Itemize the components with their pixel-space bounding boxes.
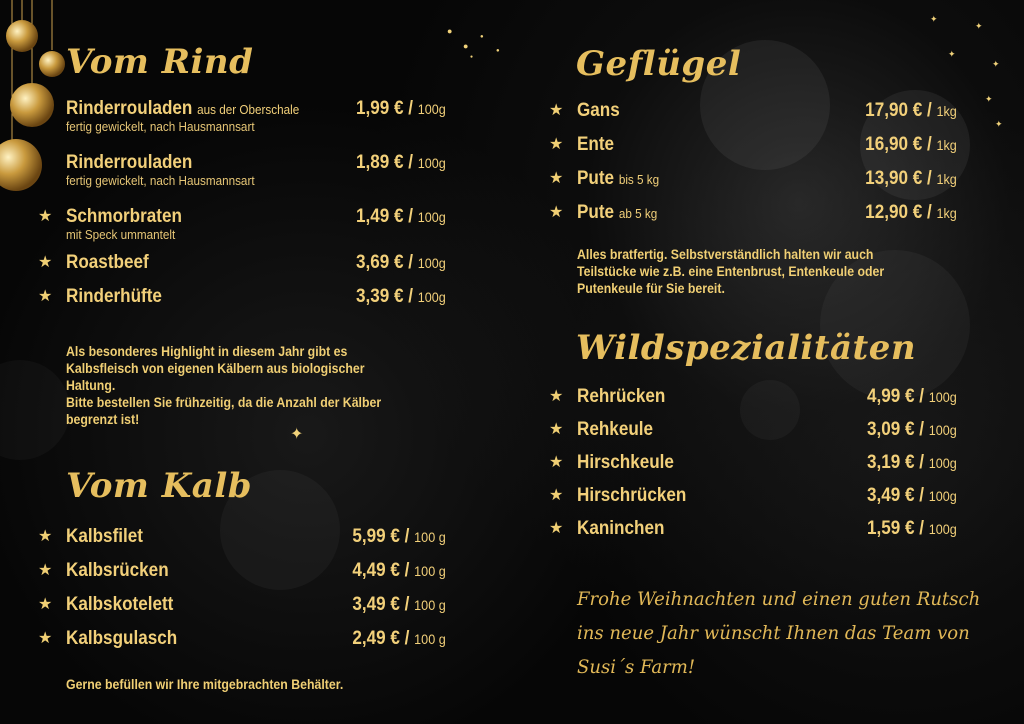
section-title-rind: Vom Rind [66, 42, 254, 82]
item-name: Rinderrouladen [66, 152, 193, 173]
item-description: fertig gewickelt, nach Hausmannsart [66, 119, 255, 134]
item-name: Kalbsgulasch [66, 628, 178, 649]
item-name: Schmorbraten [66, 206, 182, 227]
star-icon: ★ [38, 630, 53, 647]
sparkle-icon: ✦ [930, 14, 938, 24]
sparkle-icon: ✦ [948, 49, 956, 59]
item-price: 3,49 € / 100 g [352, 594, 446, 615]
item-price: 1,99 € / 100g [356, 98, 446, 119]
kalb-note: Gerne befüllen wir Ihre mitgebrachten Behälter. [66, 676, 344, 692]
list-item [549, 386, 957, 419]
item-name: Kaninchen [577, 518, 665, 539]
star-icon: ★ [549, 388, 564, 405]
item-price: 13,90 € / 1kg [865, 168, 957, 189]
list-item [38, 286, 446, 320]
list-item [549, 485, 957, 518]
item-price: 17,90 € / 1kg [865, 100, 957, 121]
star-icon: ★ [549, 204, 564, 221]
item-price: 12,90 € / 1kg [865, 202, 957, 223]
item-name: Rehrücken [577, 386, 666, 407]
item-price: 3,49 € / 100g [867, 485, 957, 506]
list-item [38, 560, 446, 594]
item-price: 3,69 € / 100g [356, 252, 446, 273]
item-name: Kalbskotelett [66, 594, 174, 615]
sparkle-icon: ● [470, 54, 474, 60]
list-item [66, 152, 446, 206]
list-item [549, 419, 957, 452]
item-description: mit Speck ummantelt [66, 227, 176, 242]
list-item [38, 628, 446, 662]
wild-list [549, 386, 957, 551]
gefluegel-note: Alles bratfertig. Selbstverständlich halten wir auch Teilstücke wie z.B. eine Entenbrust, Entenkeule oder Putenkeule für Sie bereit. [577, 246, 885, 296]
item-price: 16,90 € / 1kg [865, 134, 957, 155]
item-name: Rehkeule [577, 419, 654, 440]
star-icon: ★ [549, 421, 564, 438]
item-name: Ente [577, 134, 615, 155]
item-price: 1,89 € / 100g [356, 152, 446, 173]
item-name: Pute [577, 202, 615, 223]
item-name: Rinderrouladen [66, 98, 193, 119]
item-name: Hirschkeule [577, 452, 674, 473]
kalb-list [38, 526, 446, 662]
item-price: 3,39 € / 100g [356, 286, 446, 307]
list-item [549, 202, 957, 236]
star-icon: ★ [38, 208, 53, 225]
item-name: Pute [577, 168, 615, 189]
item-price: 2,49 € / 100 g [352, 628, 446, 649]
list-item [549, 134, 957, 168]
section-title-kalb: Vom Kalb [66, 466, 253, 506]
sparkle-icon: ✦ [995, 119, 1003, 129]
item-price: 1,59 € / 100g [867, 518, 957, 539]
item-name: Kalbsfilet [66, 526, 143, 547]
item-price: 4,99 € / 100g [867, 386, 957, 407]
section-title-wild: Wildspezialitäten [576, 328, 917, 368]
star-icon: ★ [38, 254, 53, 271]
list-item [549, 100, 957, 134]
star-icon: ★ [549, 454, 564, 471]
star-icon: ★ [38, 528, 53, 545]
list-item [38, 206, 446, 252]
item-suffix: bis 5 kg [618, 172, 660, 187]
item-name: Gans [577, 100, 620, 121]
item-description: fertig gewickelt, nach Hausmannsart [66, 173, 255, 188]
item-price: 4,49 € / 100 g [352, 560, 446, 581]
list-item [549, 518, 957, 551]
sparkle-icon: ✦ [290, 426, 304, 443]
star-icon: ★ [38, 596, 53, 613]
item-name: Hirschrücken [577, 485, 687, 506]
list-item [549, 452, 957, 485]
sparkle-icon: ● [496, 48, 500, 54]
list-item [38, 252, 446, 286]
star-icon: ★ [38, 562, 53, 579]
item-price: 5,99 € / 100 g [352, 526, 446, 547]
sparkle-icon: ● [447, 26, 453, 36]
sparkle-icon: ● [480, 34, 484, 40]
star-icon: ★ [549, 102, 564, 119]
item-name: Kalbsrücken [66, 560, 169, 581]
item-suffix: aus der Oberschale [197, 102, 300, 117]
star-icon: ★ [38, 288, 53, 305]
christmas-bauble-icon [0, 0, 70, 200]
sparkle-icon: ● [463, 41, 469, 51]
rind-list [38, 98, 446, 320]
item-name: Rinderhüfte [66, 286, 162, 307]
sparkle-icon: ✦ [975, 21, 983, 31]
list-item [38, 594, 446, 628]
list-item [38, 526, 446, 560]
item-name: Roastbeef [66, 252, 149, 273]
rind-note: Als besonderes Highlight in diesem Jahr gibt es Kalbsfleisch von eigenen Kälbern aus biologischer Haltung. Bitte bestellen Sie frühzeitig, da die Anzahl der Kälber begrenzt ist! [66, 343, 382, 427]
item-suffix: ab 5 kg [618, 206, 658, 221]
list-item [549, 168, 957, 202]
gefluegel-list [549, 100, 957, 236]
star-icon: ★ [549, 136, 564, 153]
item-price: 1,49 € / 100g [356, 206, 446, 227]
item-price: 3,09 € / 100g [867, 419, 957, 440]
star-icon: ★ [549, 170, 564, 187]
section-title-gefluegel: Geflügel [576, 44, 742, 84]
sparkle-icon: ✦ [992, 59, 1000, 69]
star-icon: ★ [549, 520, 564, 537]
item-price: 3,19 € / 100g [867, 452, 957, 473]
list-item [66, 98, 446, 152]
star-icon: ★ [549, 487, 564, 504]
greeting-text: Frohe Weihnachten und einen guten Rutsch ins neue Jahr wünscht Ihnen das Team von Susi´s Farm! [577, 588, 981, 678]
sparkle-icon: ✦ [985, 94, 993, 104]
